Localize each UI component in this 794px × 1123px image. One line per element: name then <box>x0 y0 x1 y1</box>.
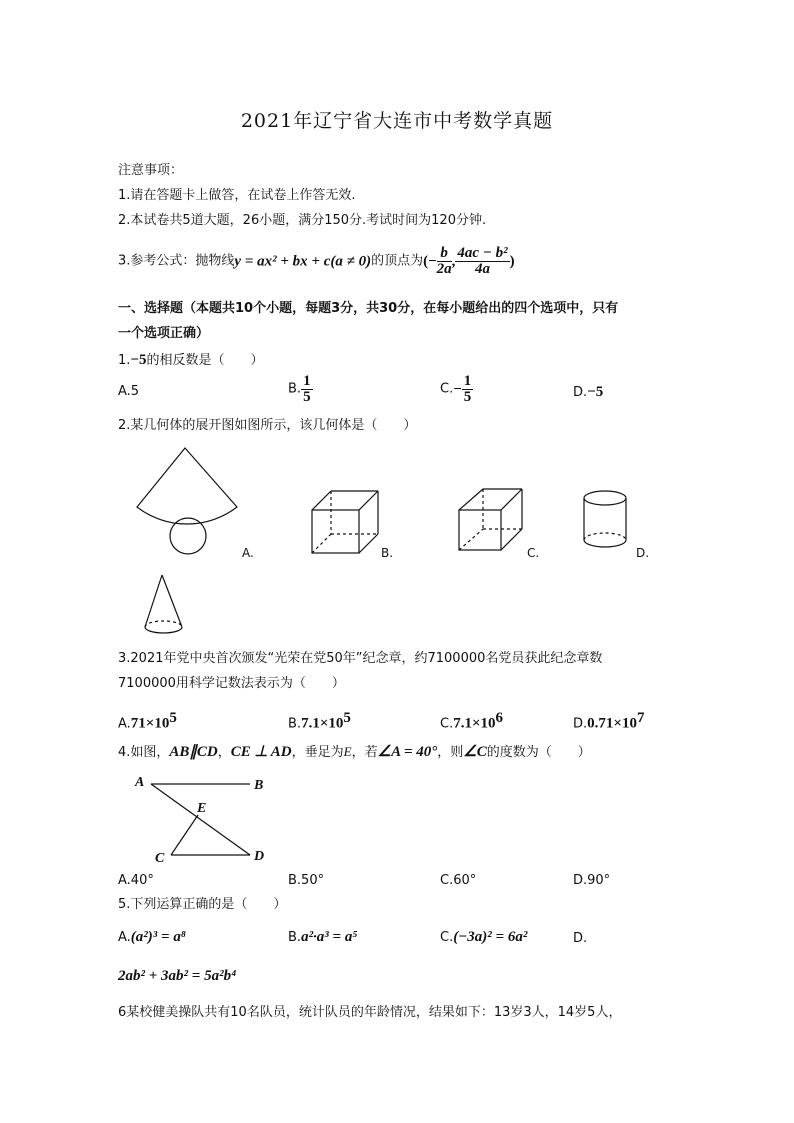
q4-option-a: A.40° <box>118 873 154 888</box>
q1-option-c: C.− $\frac{1}{5}$ <box>440 373 472 405</box>
q1-option-d: D.−5 <box>573 384 604 400</box>
parabola-equation: y = ax² + bx + c(a ≠ 0) <box>234 253 372 270</box>
notes-heading: 注意事项： <box>118 163 184 178</box>
note-item-1: 1.请在答题卡上做答，在试卷上作答无效. <box>118 188 356 203</box>
q4-parallel-condition: AB∥CD <box>169 744 218 760</box>
vertex-close: ) <box>509 253 515 270</box>
q4-option-b: B.50° <box>288 873 325 888</box>
q5-option-d-expression: 2ab² + 3ab² = 5a²b⁴ <box>118 968 237 984</box>
q2-option-a-label: A. <box>242 546 254 560</box>
q1-text: 的相反数是（ ） <box>146 353 264 368</box>
q3-option-b: $B.7.1\times 10^5$ <box>288 710 351 732</box>
question-2: 2.某几何体的展开图如图所示，该几何体是（ ） <box>118 418 417 433</box>
q1-option-c-fraction: $\frac{1}{5}$ <box>463 373 472 405</box>
q1-option-b: B. $\frac{1}{5}$ <box>288 373 311 405</box>
vertex-fraction-y: $\frac{\text{4ac − b²}}{4a}$ <box>457 245 508 277</box>
question-5: 5.下列运算正确的是（ ） <box>118 897 287 912</box>
question-3-line-1: 3.2021年党中央首次颁发“光荣在党50年”纪念章，约7100000名党员获此纪念章数 <box>118 651 603 666</box>
vertex-comma: , <box>451 253 456 270</box>
q5-option-d-label: D. <box>573 931 588 946</box>
q4-foot-point: E <box>343 744 352 759</box>
q5-option-a: A.(a²)³ = a⁸ <box>118 929 187 945</box>
q2-option-b-label: B. <box>381 546 394 560</box>
q3-option-c: $C.7.1\times 10^6$ <box>440 710 504 732</box>
formula-prefix: 3.参考公式：抛物线 <box>118 253 235 269</box>
q5-option-c: C.(−3a)² = 6a² <box>440 929 528 945</box>
q1-option-b-fraction: $\frac{1}{5}$ <box>303 373 311 405</box>
q4-option-d: D.90° <box>573 873 611 888</box>
q2-option-c-label: C. <box>527 546 540 560</box>
section-heading-line-2: 一个选项正确） <box>118 326 210 341</box>
point-d-label: D <box>254 849 265 864</box>
q4-angle-a: ∠A = 40° <box>377 744 438 760</box>
q4-perpendicular-condition: CE ⊥ AD <box>230 744 292 760</box>
q1-expression: −5 <box>130 352 147 368</box>
point-b-label: B <box>254 778 264 793</box>
point-a-label: A <box>135 775 145 790</box>
q1-number: 1. <box>118 353 131 368</box>
page-title: 2021年辽宁省大连市中考数学真题 <box>240 110 554 132</box>
question-3-line-2: 7100000用科学记数法表示为（ ） <box>118 676 345 691</box>
segment-ce <box>171 815 198 855</box>
point-c-label: C <box>155 851 165 866</box>
note-item-2: 2.本试卷共5道大题，26小题，满分150分.考试时间为120分钟. <box>118 213 487 228</box>
section-heading-line-1: 一、选择题（本题共10个小题，每题3分，共30分，在每小题给出的四个选项中，只有 <box>118 301 619 316</box>
q2-option-d-label: D. <box>636 546 650 560</box>
q3-option-d: $D.0.71\times 10^7$ <box>573 710 645 732</box>
segment-ad <box>151 784 250 855</box>
formula-mid: 的顶点为 <box>371 253 424 269</box>
point-e-label: E <box>197 801 207 816</box>
q3-option-a: $A.71\times 10^5$ <box>118 710 177 732</box>
q4-prefix: 4.如图， <box>118 745 170 760</box>
q1-option-a: A.5 <box>118 384 140 399</box>
q4-option-c: C.60° <box>440 873 477 888</box>
vertex-open: (− <box>423 253 437 270</box>
q4-angle-c: ∠C <box>463 744 487 760</box>
question-6: 6某校健美操队共有10名队员，统计队员的年龄情况，结果如下：13岁3人，14岁5人， <box>118 1005 622 1020</box>
q5-option-b: B.a²·a³ = a⁵ <box>288 929 358 945</box>
vertex-fraction-x: $\frac{b}{2a}$ <box>436 245 452 277</box>
question-4: 4.如图，AB∥CD，CE ⊥ AD，垂足为E，若∠A = 40°，则∠C的度数为（ ） <box>118 744 591 760</box>
